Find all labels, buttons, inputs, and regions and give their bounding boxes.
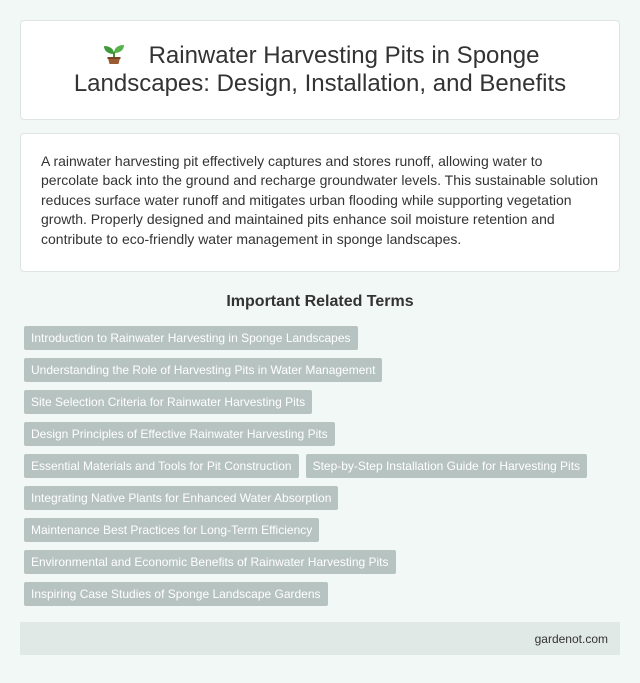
term-tag[interactable]: Essential Materials and Tools for Pit Construction [24,454,299,478]
term-tag[interactable]: Site Selection Criteria for Rainwater Harvesting Pits [24,390,312,414]
term-tag[interactable]: Understanding the Role of Harvesting Pits in Water Management [24,358,382,382]
footer-site-name: gardenot.com [534,631,608,646]
term-tag[interactable]: Maintenance Best Practices for Long-Term Efficiency [24,518,319,542]
term-tag[interactable]: Environmental and Economic Benefits of Rainwater Harvesting Pits [24,550,396,574]
term-tag[interactable]: Step-by-Step Installation Guide for Harvesting Pits [306,454,587,478]
term-tag[interactable]: Integrating Native Plants for Enhanced Water Absorption [24,486,338,510]
page-title-text: Rainwater Harvesting Pits in Sponge Landscapes: Design, Installation, and Benefits [73,42,567,97]
intro-paragraph: A rainwater harvesting pit effectively captures and stores runoff, allowing water to percolate back into the ground and recharge groundwater levels. This sustainable solution reduces surface water runoff and mitigates urban flooding while supporting vegetation growth. Properly designed and maintained pits enhance soil moisture retention and contribute to eco-friendly water management in sponge landscapes. [41,153,598,247]
term-tag[interactable]: Introduction to Rainwater Harvesting in Sponge Landscapes [24,326,358,350]
title-card [20,20,620,120]
footer [20,622,620,655]
term-tag[interactable]: Inspiring Case Studies of Sponge Landscape Gardens [24,582,328,606]
intro-card [20,133,620,272]
related-terms-list [20,326,620,606]
page-title [51,42,589,98]
related-terms-heading: Important Related Terms [226,293,414,310]
sprout-icon [101,43,127,65]
term-tag[interactable]: Design Principles of Effective Rainwater Harvesting Pits [24,422,335,446]
